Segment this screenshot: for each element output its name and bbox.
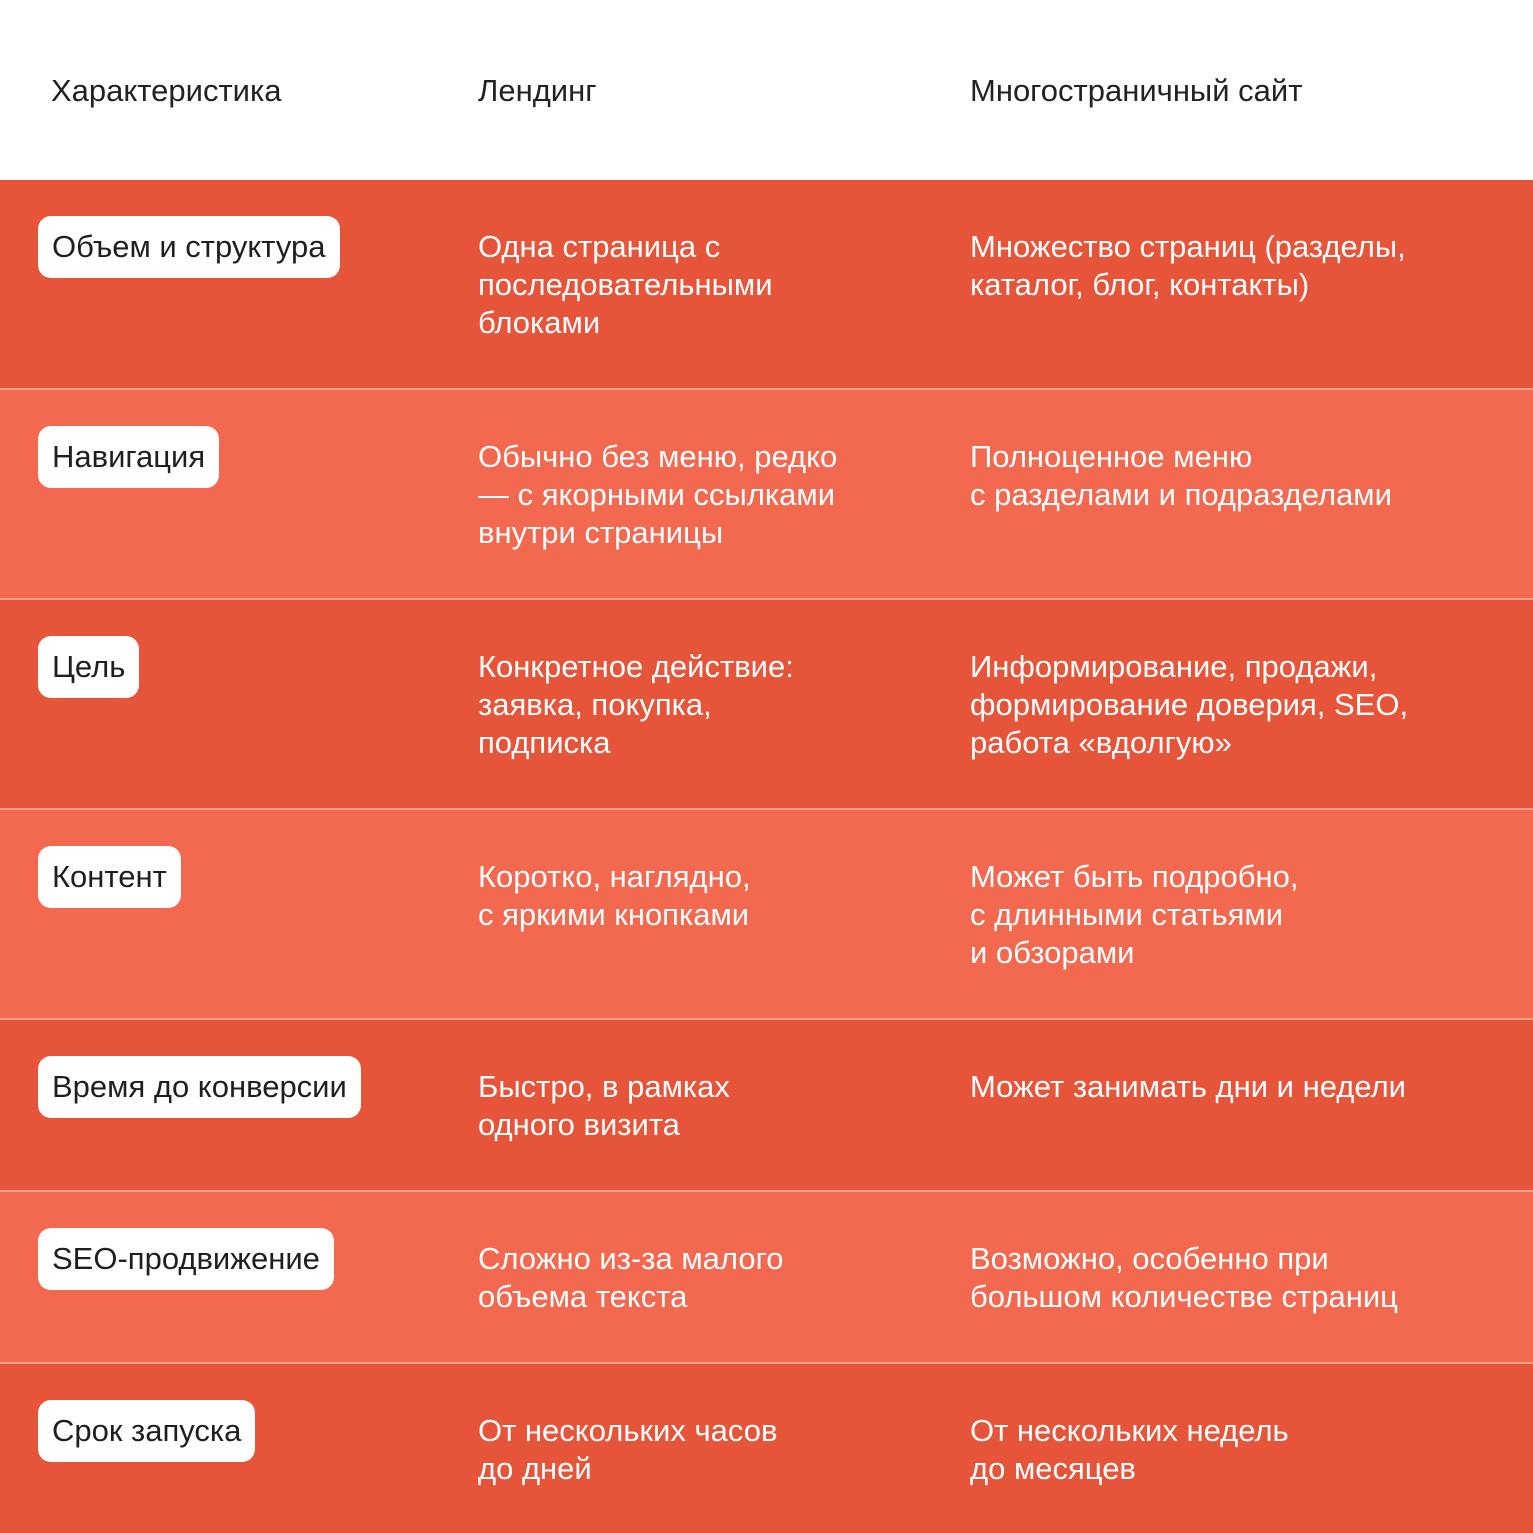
multipage-cell: Информирование, продажи, формирование доверия, SEO, работа «вдолгую» — [970, 649, 1409, 760]
table-row — [0, 388, 1533, 598]
landing-cell: Коротко, наглядно, с яркими кнопками — [478, 859, 751, 932]
landing-cell: Одна страница с последовательными блоками — [478, 229, 773, 340]
table-row — [0, 1018, 1533, 1190]
row-label-badge: Объем и структура — [38, 216, 340, 278]
row-label-badge: Время до конверсии — [38, 1056, 361, 1118]
multipage-cell: Возможно, особенно при большом количестве страниц — [970, 1241, 1398, 1314]
table-row — [0, 1190, 1533, 1362]
row-label-badge: Навигация — [38, 426, 219, 488]
table-row — [0, 180, 1533, 388]
table-row — [0, 598, 1533, 808]
landing-cell: Быстро, в рамках одного визита — [478, 1069, 730, 1142]
landing-cell: Сложно из-за малого объема текста — [478, 1241, 784, 1314]
header-landing: Лендинг — [478, 73, 597, 108]
row-label-badge: Цель — [38, 636, 139, 698]
row-label-badge: Срок запуска — [38, 1400, 255, 1462]
table-row — [0, 1362, 1533, 1533]
comparison-table-body — [0, 180, 1533, 1533]
multipage-cell: Полноценное меню с разделами и подразделами — [970, 439, 1392, 512]
multipage-cell: От нескольких недель до месяцев — [970, 1413, 1289, 1486]
multipage-cell: Множество страниц (разделы, каталог, блог, контакты) — [970, 229, 1406, 302]
landing-cell: Конкретное действие: заявка, покупка, подписка — [478, 649, 794, 760]
header-multipage-site: Многостраничный сайт — [970, 73, 1303, 108]
row-label-badge: Контент — [38, 846, 181, 908]
table-header — [0, 0, 1533, 180]
header-characteristic: Характеристика — [51, 73, 282, 108]
multipage-cell: Может быть подробно, с длинными статьями и обзорами — [970, 859, 1299, 970]
multipage-cell: Может занимать дни и недели — [970, 1069, 1406, 1104]
landing-cell: Обычно без меню, редко — с якорными ссылками внутри страницы — [478, 439, 838, 550]
table-row — [0, 808, 1533, 1018]
row-label-badge: SEO-продвижение — [38, 1228, 334, 1290]
landing-cell: От нескольких часов до дней — [478, 1413, 778, 1486]
